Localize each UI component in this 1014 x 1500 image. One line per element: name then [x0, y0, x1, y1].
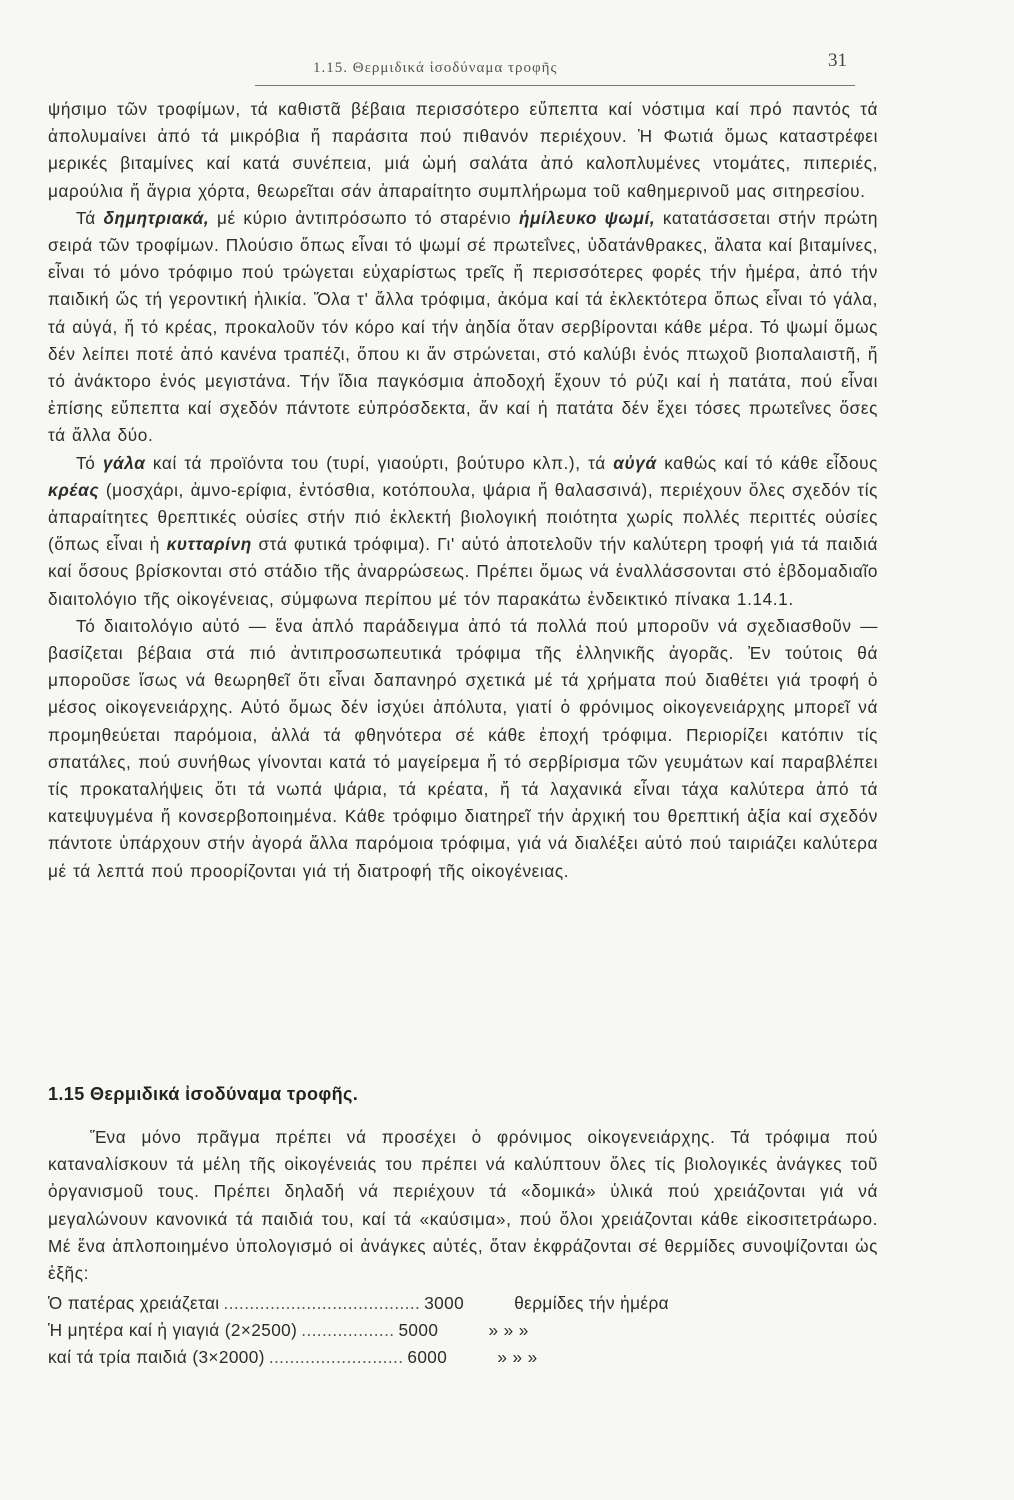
- text-run: καθώς καί τό κάθε εἶδους: [656, 452, 878, 473]
- energy-unit: θερμίδες τήν ἡμέρα: [514, 1293, 669, 1313]
- paragraph-4: Τό διαιτολόγιο αὐτό — ἕνα ἁπλό παράδειγμα ἀπό τά πολλά πού μποροῦν νά σχεδιασθοῦν — βασίζεται βέβαια στά πιό ἀντιπροσωπευτικά τρόφιμα τῆς ἑλληνικῆς ἀγορᾶς. Ἐν τούτοις θά μποροῦσε ἴσως νά θεωρηθεῖ ὅτι εἶναι δαπανηρό σχετικά μέ τά χρήματα πού διαθέτει γιά τροφή ὁ μέσος οἰκογενειάρχης. Αὐτό ὅμως δέν ἰσχύει ἀπόλυτα, γιατί ὁ φρόνιμος οἰκογενειάρχης μπορεῖ νά προμηθεύεται παρόμοια, ἀλλά τά φθηνότερα σέ κάθε ἐποχή τρόφιμα. Περιορίζει κατόπιν τίς σπατάλες, πού συνήθως γίνονται κατά τό μαγείρεμα ἤ τό σερβίρισμα τῶν γευμάτων καί παραβλέπει τίς προκαταλήψεις ὅτι τά νωπά ψάρια, τά κρέατα, ἤ τά λαχανικά εἶναι τάχα καλύτερα ἀπό τά κατεψυγμένα ἤ κονσερβοποιημένα. Κάθε τρόφιμο διατηρεῖ τήν ἀρχική του θρεπτική ἀξία καί σχεδόν πάντοτε ὑπάρχουν στήν ἀγορά ἄλλα παρόμοια τρόφιμα, γιά νά διαλέξει αὐτό πού ταιριάζει καλύτερα μέ τά λεπτά πού προορίζονται γιά τή διατροφή τῆς οἰκογένειας.: [48, 615, 878, 881]
- energy-label: Ὁ πατέρας χρειάζεται: [48, 1293, 220, 1313]
- emphasis-dimitriaka: δημητριακά,: [103, 207, 210, 228]
- page-number: 31: [828, 50, 847, 71]
- text-run: Τά: [76, 207, 104, 228]
- energy-row-mother-grandmother: [48, 1317, 808, 1344]
- section-text: [48, 1124, 878, 1287]
- body-text: [48, 96, 878, 885]
- leader-dots: ......................................: [223, 1293, 421, 1313]
- leader-dots: ..........................: [268, 1347, 404, 1368]
- energy-label: καί τά τρία παιδιά (3×2000): [48, 1347, 265, 1368]
- text-run: καί τά προϊόντα του (τυρί, γιαούρτι, βούτυρο κλπ.), τά: [145, 452, 614, 473]
- energy-row-children: [48, 1344, 808, 1371]
- text-run: (μοσχάρι, ἀμνο-ερίφια, ἐντόσθια, κοτόπουλα, ψάρια ἤ θαλασσινά), περιέχουν ὅλες σχεδόν τίς ἀπαραίτητες θρεπτικές οὐσίες στήν πιό ἐκλεκτή βιολογική ποιότητα χωρίς πολλές περιττές οὐσίες (ὅπως εἶναι ἡ: [48, 479, 878, 555]
- paragraph-1: ψήσιμο τῶν τροφίμων, τά καθιστᾶ βέβαια περισσότερο εὔπεπτα καί νόστιμα καί πρό παντός τά ἀπολυμαίνει ἀπό τά μικρόβια ἤ παράσιτα πού πιθανόν περιέχουν. Ἡ Φωτιά ὅμως καταστρέφει μερικές βιταμίνες καί κατά συνέπεια, μιά ὠμή σαλάτα ἀπό καλοπλυμένες ντομάτες, πιπεριές, μαρούλια ἤ ἄγρια χόρτα, θεωρεῖται σάν ἀπαραίτητο συμπλήρωμα τοῦ καθημερινοῦ μας σιτηρεσίου.: [48, 99, 878, 201]
- energy-unit: » » »: [488, 1320, 529, 1341]
- paragraph-2: [48, 205, 878, 450]
- paragraph-3: [48, 450, 878, 613]
- section-heading: 1.15 Θερμιδικά ἰσοδύναμα τροφῆς.: [48, 1084, 359, 1104]
- text-run: στά φυτικά τρόφιμα). Γι' αὐτό ἀποτελοῦν τήν καλύτερη τροφή γιά τά παιδιά καί ὅσους βρίσκονται στό στάδιο τῆς ἀναρρώσεως. Πρέπει ὅμως νά ἐναλλάσσονται στό ἑβδομαδιαῖο διαιτολόγιο τῆς οἰκογένειας, σύμφωνα περίπου μέ τόν παρακάτω ἐνδεικτικό πίνακα 1.14.1.: [48, 534, 878, 609]
- leader-dots: ..................: [301, 1320, 395, 1341]
- emphasis-kyttarini: κυτταρίνη: [166, 534, 252, 555]
- energy-row-father: [48, 1290, 808, 1317]
- section-paragraph: Ἕνα μόνο πρᾶγμα πρέπει νά προσέχει ὁ φρόνιμος οἰκογενειάρχης. Τά τρόφιμα πού καταναλίσκουν τά μέλη τῆς οἰκογένειάς του πρέπει νά καλύπτουν ὅλες τίς βιολογικές ἀνάγκες τοῦ ὀργανισμοῦ τους. Πρέπει δηλαδή νά περιέχουν τά «δομικά» ὑλικά πού χρειάζονται γιά νά μεγαλώνουν κανονικά τά παιδιά του, καί τά «καύσιμα», πού ὅλοι χρειάζονται κάθε εἰκοσιτετράωρο. Μέ ἕνα ἁπλοποιημένο ὑπολογισμό οἱ ἀνάγκες αὐτές, ὅταν ἐκφράζονται σέ θερμίδες συνοψίζονται ὡς ἑξῆς:: [48, 1127, 878, 1284]
- running-header: [255, 48, 855, 86]
- text-run: μέ κύριο ἀντιπρόσωπο τό σταρένιο: [209, 207, 520, 228]
- emphasis-avga: αὐγά: [613, 452, 657, 473]
- header-rule: [255, 85, 855, 86]
- energy-value: 6000: [407, 1347, 448, 1368]
- energy-unit: » » »: [497, 1347, 538, 1368]
- energy-needs-list: [48, 1290, 808, 1372]
- text-run: κατατάσσεται στήν πρώτη σειρά τῶν τροφίμων. Πλούσιο ὅπως εἶναι τό ψωμί σέ πρωτεΐνες, ὑδατάνθρακες, ἅλατα καί βιταμίνες, εἶναι τό μόνο τρόφιμο πού τρώγεται εὐχαρίστως τρεῖς ἤ περισσότερες φορές τήν ἡμέρα, ἀπό τήν παιδική ὥς τή γεροντική ἡλικία. Ὅλα τ' ἄλλα τρόφιμα, ἀκόμα καί τά ἐκλεκτότερα ὅπως εἶναι τό γάλα, τά αὐγά, ἤ τό κρέας, προκαλοῦν τόν κόρο καί τήν ἀηδία ὅταν σερβίρονται κάθε μέρα. Τό ψωμί ὅμως δέν λείπει ποτέ ἀπό κανένα τραπέζι, ὅπου κι ἄν στρώνεται, στό καλύβι ἑνός πτωχοῦ βιοπαλαιστῆ, ἤ τό ἀνάκτορο ἑνός μεγιστάνα. Τήν ἴδια παγκόσμια ἀποδοχή ἔχουν τό ρύζι καί ἡ πατάτα, πού εἶναι ἐπίσης εὔπεπτα καί σχεδόν πάντοτε εὐπρόσδεκτα, ἄν καί ἡ πατάτα δέν ἔχει τόσες πρωτεΐνες ὅσες τά ἄλλα δύο.: [48, 207, 879, 446]
- emphasis-gala: γάλα: [102, 452, 146, 473]
- text-run: Τό: [76, 452, 103, 473]
- energy-value: 3000: [424, 1293, 465, 1313]
- emphasis-psomi: ἡμίλευκο ψωμί,: [519, 207, 656, 228]
- running-title: 1.15. Θερμιδικά ἰσοδύναμα τροφῆς: [313, 60, 558, 76]
- energy-label: Ἡ μητέρα καί ἡ γιαγιά (2×2500): [48, 1320, 298, 1341]
- energy-value: 5000: [398, 1320, 439, 1341]
- emphasis-kreas: κρέας: [48, 479, 100, 500]
